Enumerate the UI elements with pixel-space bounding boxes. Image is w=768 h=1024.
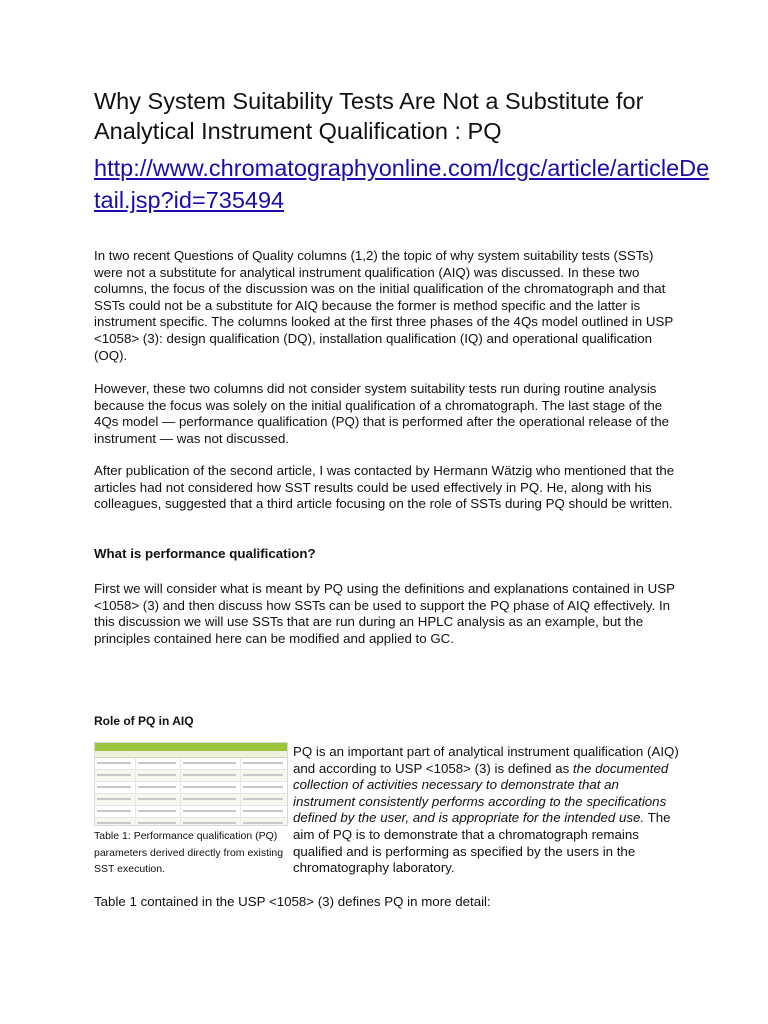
table-caption: Table 1: Performance qualification (PQ) parameters derived directly from existing SST execution. [94, 830, 284, 875]
section-heading-pq: What is performance qualification? [94, 546, 316, 561]
third-paragraph: After publication of the second article, I was contacted by Hermann Wätzig who mentioned that the articles had not considered how SST results could be used effectively in PQ. He, along with his colleagues, suggested that a third article focusing on the role of SSTs during PQ should be written. [94, 463, 675, 512]
pq-definition-text-b: The aim of PQ is to demonstrate that a chromatograph remains qualified and is performing as specified by the users in the chromatography laboratory. [293, 810, 671, 876]
second-paragraph: However, these two columns did not consider system suitability tests run during routine analysis because the focus was solely on the initial qualification of a chromatograph. The last stage of the 4Qs model — performance qualification (PQ) that is performed after the operational release of the instrument — was not discussed. [94, 381, 670, 446]
section-heading-role: Role of PQ in AIQ [94, 714, 194, 728]
article-link[interactable]: http://www.chromatographyonline.com/lcgc/article/articleDetail.jsp?id=735494 [94, 155, 710, 213]
table-row [95, 758, 287, 770]
pq-definition-text-a: PQ is an important part of analytical instrument qualification (AIQ) and according to USP <1058> (3) is defined as [293, 744, 679, 776]
table-row [95, 806, 287, 818]
table-image [94, 742, 288, 826]
table-header-bar [95, 743, 287, 751]
table-intro-paragraph: Table 1 contained in the USP <1058> (3) defines PQ in more detail: [94, 894, 491, 909]
table-column-header [95, 751, 287, 758]
fourth-paragraph: First we will consider what is meant by PQ using the definitions and explanations contained in USP <1058> (3) and then discuss how SSTs can be used to support the PQ phase of AIQ effectively. In this discussion we will use SSTs that are run during an HPLC analysis as an example, but the principles contained here can be modified and applied to GC. [94, 581, 675, 646]
table-row [95, 818, 287, 826]
intro-paragraph: In two recent Questions of Quality columns (1,2) the topic of why system suitability tests (SSTs) were not a substitute for analytical instrument qualification (AIQ) was discussed. In these two columns, the focus of the discussion was on the initial qualification of the chromatograph and that SSTs could not be a substitute for AIQ because the former is method specific and the latter is instrument specific. The columns looked at the first three phases of the 4Qs model outlined in USP <1058> (3): design qualification (DQ), installation qualification (IQ) and operational qualification (OQ). [94, 248, 673, 363]
pq-definition-paragraph [293, 744, 681, 877]
table-row [95, 782, 287, 794]
table-row [95, 770, 287, 782]
table-row [95, 794, 287, 806]
table-body [95, 758, 287, 826]
page-title: Why System Suitability Tests Are Not a Substitute for Analytical Instrument Qualification : PQ [94, 88, 644, 144]
pq-definition-quote: the documented collection of activities necessary to demonstrate that an instrument consistently performs according to the specifications defined by the user, and is appropriate for the intended use. [293, 760, 669, 826]
